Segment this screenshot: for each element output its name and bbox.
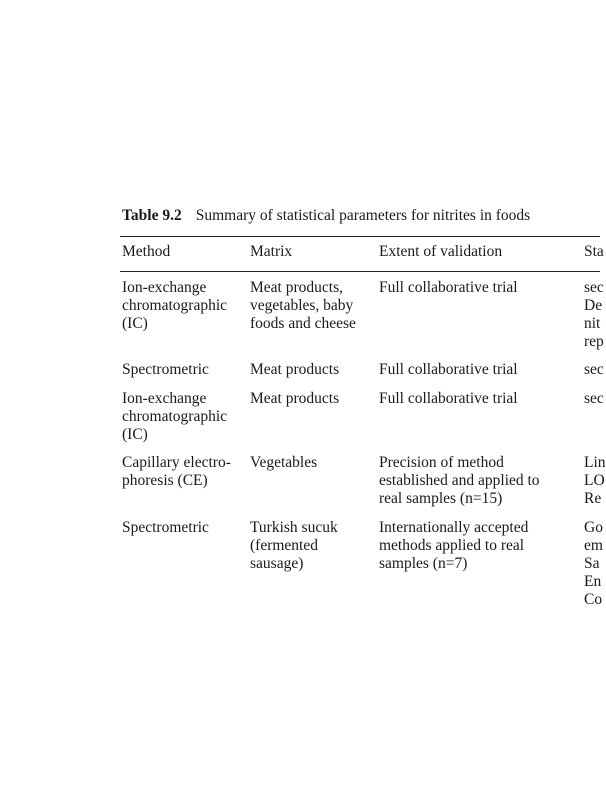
table-row-cell-matrix: [250, 390, 339, 408]
table-header-rule: [120, 271, 600, 272]
cell-line: Spectrometric: [122, 361, 209, 378]
cell-line: chromatographic: [122, 408, 228, 425]
cell-line: Vegetables: [250, 454, 318, 471]
table-row-cell-method: [122, 361, 209, 379]
cell-line: (IC): [122, 426, 148, 443]
cell-line: Full collaborative trial: [379, 361, 518, 378]
cell-line: LO: [584, 472, 605, 489]
cell-line: Capillary electro-: [122, 454, 231, 471]
cell-line: samples (n=7): [379, 555, 468, 572]
header-statistics: Sta: [584, 243, 604, 260]
cell-line: real samples (n=15): [379, 490, 503, 507]
cell-line: vegetables, baby: [250, 297, 354, 314]
cell-line: sec: [584, 390, 604, 407]
table-row-cell-extent: [379, 279, 518, 297]
cell-line: Sa: [584, 555, 600, 572]
cell-line: established and applied to: [379, 472, 540, 489]
table-row-cell-matrix: [250, 361, 339, 379]
table-row-cell-statistics: [584, 454, 606, 508]
cell-line: Lin: [584, 454, 606, 471]
table-row-cell-extent: [379, 390, 518, 408]
cell-line: Re: [584, 490, 602, 507]
table-row-cell-matrix: [250, 454, 317, 472]
cell-line: nit: [584, 315, 601, 332]
table-label: Table 9.2: [122, 207, 182, 224]
cell-line: sec: [584, 361, 604, 378]
table-row-cell-statistics: [584, 390, 604, 408]
cell-line: Precision of method: [379, 454, 504, 471]
header-matrix: Matrix: [250, 243, 293, 260]
header-method: Method: [122, 243, 171, 260]
table-row-cell-method: [122, 519, 209, 537]
table-row-cell-extent: [379, 519, 528, 573]
table-row-cell-method: [122, 279, 227, 333]
table-row-cell-statistics: [584, 279, 604, 351]
cell-line: sausage): [250, 555, 304, 572]
table-caption: [122, 206, 530, 226]
cell-line: foods and cheese: [250, 315, 356, 332]
table-row-cell-statistics: [584, 361, 604, 379]
cell-line: (IC): [122, 315, 148, 332]
cell-line: En: [584, 573, 602, 590]
table-row-cell-method: [122, 390, 227, 444]
cell-line: Ion-exchange: [122, 279, 207, 296]
cell-line: Co: [584, 591, 603, 608]
cell-line: Turkish sucuk: [250, 519, 338, 536]
cell-line: Full collaborative trial: [379, 279, 518, 296]
cell-line: Ion-exchange: [122, 390, 207, 407]
cell-line: phoresis (CE): [122, 472, 208, 489]
table-row-cell-method: [122, 454, 231, 490]
cell-line: De: [584, 297, 603, 314]
cell-line: Go: [584, 519, 603, 536]
cell-line: Full collaborative trial: [379, 390, 518, 407]
cell-line: methods applied to real: [379, 537, 525, 554]
cell-line: sec: [584, 279, 604, 296]
cell-line: (fermented: [250, 537, 318, 554]
header-extent: Extent of validation: [379, 243, 503, 260]
table-row-cell-matrix: [250, 279, 356, 333]
table-row-cell-extent: [379, 454, 540, 508]
table-top-rule: [120, 236, 600, 237]
cell-line: rep: [584, 333, 604, 350]
cell-line: em: [584, 537, 603, 554]
table-title: Summary of statistical parameters for nitrites in foods: [195, 207, 531, 224]
cell-line: Internationally accepted: [379, 519, 529, 536]
table-row-cell-matrix: [250, 519, 338, 573]
table-row-cell-statistics: [584, 519, 603, 609]
cell-line: Spectrometric: [122, 519, 209, 536]
cell-line: Meat products: [250, 390, 340, 407]
cell-line: Meat products: [250, 361, 340, 378]
cell-line: Meat products,: [250, 279, 343, 296]
table-row-cell-extent: [379, 361, 518, 379]
cell-line: chromatographic: [122, 297, 228, 314]
